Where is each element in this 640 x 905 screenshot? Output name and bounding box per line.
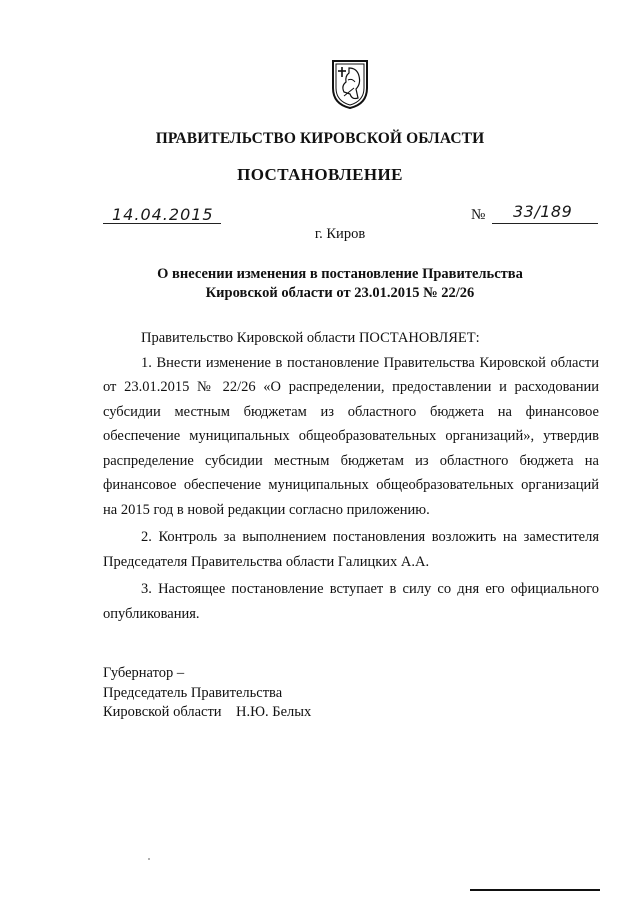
body-intro: Правительство Кировской области ПОСТАНОВЛЯЕТ:	[141, 330, 480, 346]
city-label: г. Киров	[314, 226, 366, 242]
subject-line-2: Кировской области от 23.01.2015 № 22/26	[205, 285, 475, 301]
signature-block	[103, 664, 311, 723]
document-subject	[0, 265, 640, 303]
handwritten-date: 14.04.2015	[112, 205, 214, 224]
signature-line-2: Председатель Правительства	[103, 684, 283, 701]
coat-of-arms-icon	[330, 58, 370, 110]
document-body	[103, 326, 599, 626]
signature-line-3: Кировской области Н.Ю. Белых	[103, 704, 312, 720]
organization-title: ПРАВИТЕЛЬСТВО КИРОВСКОЙ ОБЛАСТИ	[155, 130, 485, 147]
scan-speck	[148, 858, 150, 860]
bottom-rule	[470, 889, 600, 891]
body-item-3: 3. Настоящее постановление вступает в силу со дня его официального опубликования.	[103, 581, 599, 622]
handwritten-number: 33/189	[513, 202, 573, 221]
body-item-2: 2. Контроль за выполнением постановления возложить на заместителя Председателя Правительства области Галицких А.А.	[103, 529, 599, 570]
number-sign: №	[471, 207, 486, 223]
document-type-title: ПОСТАНОВЛЕНИЕ	[237, 165, 403, 184]
body-item-1: 1. Внести изменение в постановление Правительства Кировской области от 23.01.2015 № 22/26 «О распределении, предоставлении и расходовании субсидии местным бюджетам из областного бюджета на финансовое обеспечение муниципальных общеобразовательных организаций», утвердив распределение субсидии местным бюджетам из областного бюджета на финансовое обеспечение муниципальных общеобразовательных организаций на 2015 год в новой редакции согласно приложению.	[103, 354, 599, 518]
signature-line-1: Губернатор –	[103, 665, 185, 681]
number-underline	[492, 223, 598, 224]
subject-line-1: О внесении изменения в постановление Правительства	[157, 266, 523, 282]
date-underline	[103, 223, 221, 224]
